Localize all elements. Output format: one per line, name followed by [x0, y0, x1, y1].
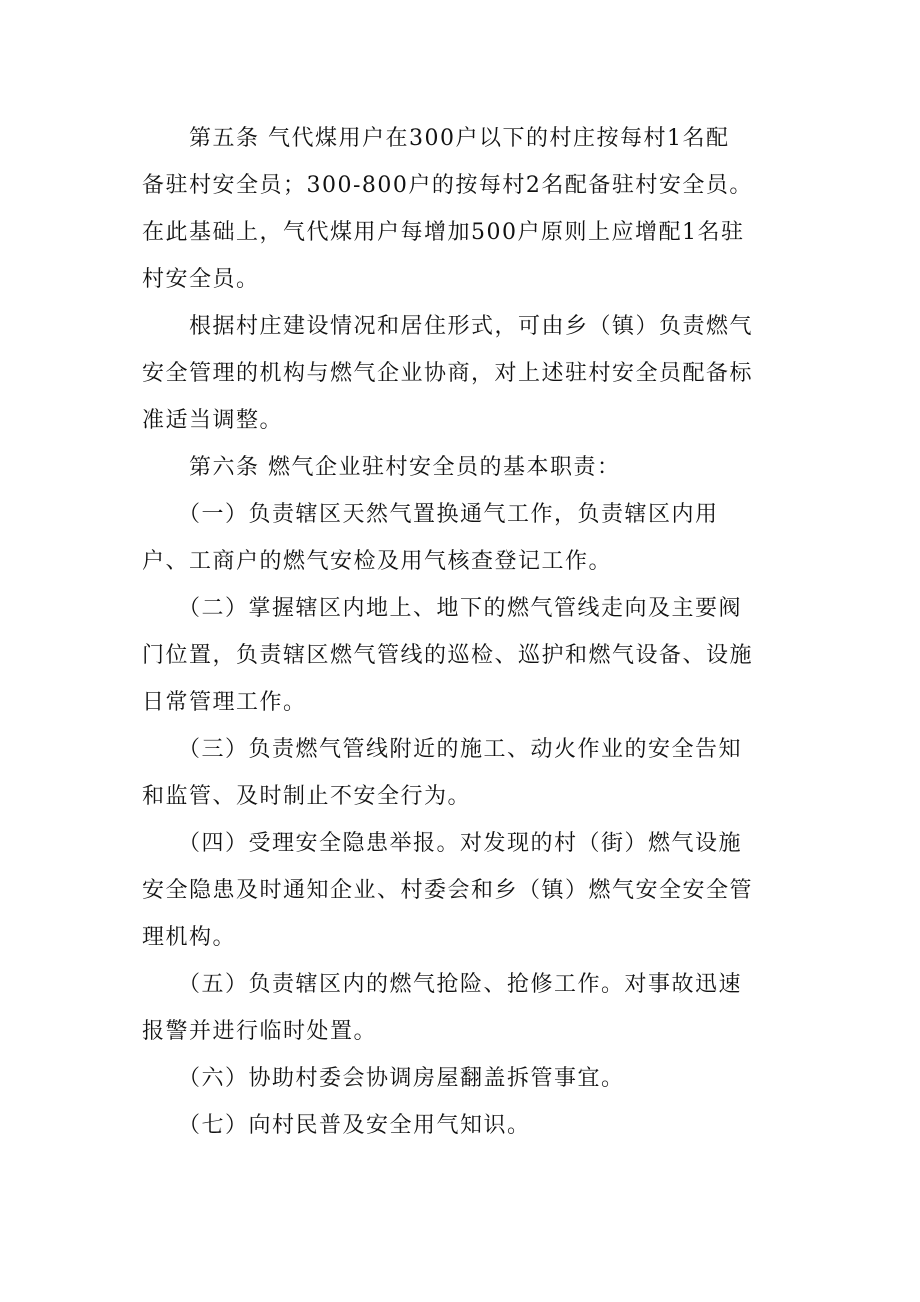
adjustment-para-line-3: 准适当调整。: [142, 408, 284, 433]
article-5-line-3: 在此基础上，气代煤用户每增加500户原则上应增配1名驻: [142, 220, 745, 245]
duty-5-line-2: 报警并进行临时处置。: [142, 1019, 378, 1044]
duty-1-line-2: 户、工商户的燃气安检及用气核查登记工作。: [142, 549, 613, 574]
duty-4-line-1: （四）受理安全隐患举报。对发现的村（街）燃气设施: [142, 831, 743, 856]
duty-5-line-1: （五）负责辖区内的燃气抢险、抢修工作。对事故迅速: [142, 972, 743, 997]
duty-4-line-2: 安全隐患及时通知企业、村委会和乡（镇）燃气安全安全管: [142, 878, 754, 903]
duty-2-line-3: 日常管理工作。: [142, 690, 307, 715]
article-6-heading: 第六条 燃气企业驻村安全员的基本职责：: [142, 455, 621, 480]
duty-2-line-1: （二）掌握辖区内地上、地下的燃气管线走向及主要阀: [142, 596, 743, 621]
article-5-line-2: 备驻村安全员；300-800户的按每村2名配备驻村安全员。: [142, 173, 753, 198]
duty-2-line-2: 门位置，负责辖区燃气管线的巡检、巡护和燃气设备、设施: [142, 643, 754, 668]
adjustment-para-line-2: 安全管理的机构与燃气企业协商，对上述驻村安全员配备标: [142, 361, 754, 386]
adjustment-para-line-1: 根据村庄建设情况和居住形式，可由乡（镇）负责燃气: [142, 314, 754, 339]
article-5-line-4: 村安全员。: [142, 267, 260, 292]
duty-7-line-1: （七）向村民普及安全用气知识。: [142, 1113, 531, 1138]
duty-4-line-3: 理机构。: [142, 925, 237, 950]
duty-6-line-1: （六）协助村委会协调房屋翻盖拆管事宜。: [142, 1066, 625, 1091]
document-page: [142, 115, 782, 1149]
duty-3-line-1: （三）负责燃气管线附近的施工、动火作业的安全告知: [142, 737, 743, 762]
duty-3-line-2: 和监管、及时制止不安全行为。: [142, 784, 472, 809]
article-5-line-1: 第五条 气代煤用户在300户以下的村庄按每村1名配: [142, 126, 730, 151]
duty-1-line-1: （一）负责辖区天然气置换通气工作，负责辖区内用: [142, 502, 719, 527]
